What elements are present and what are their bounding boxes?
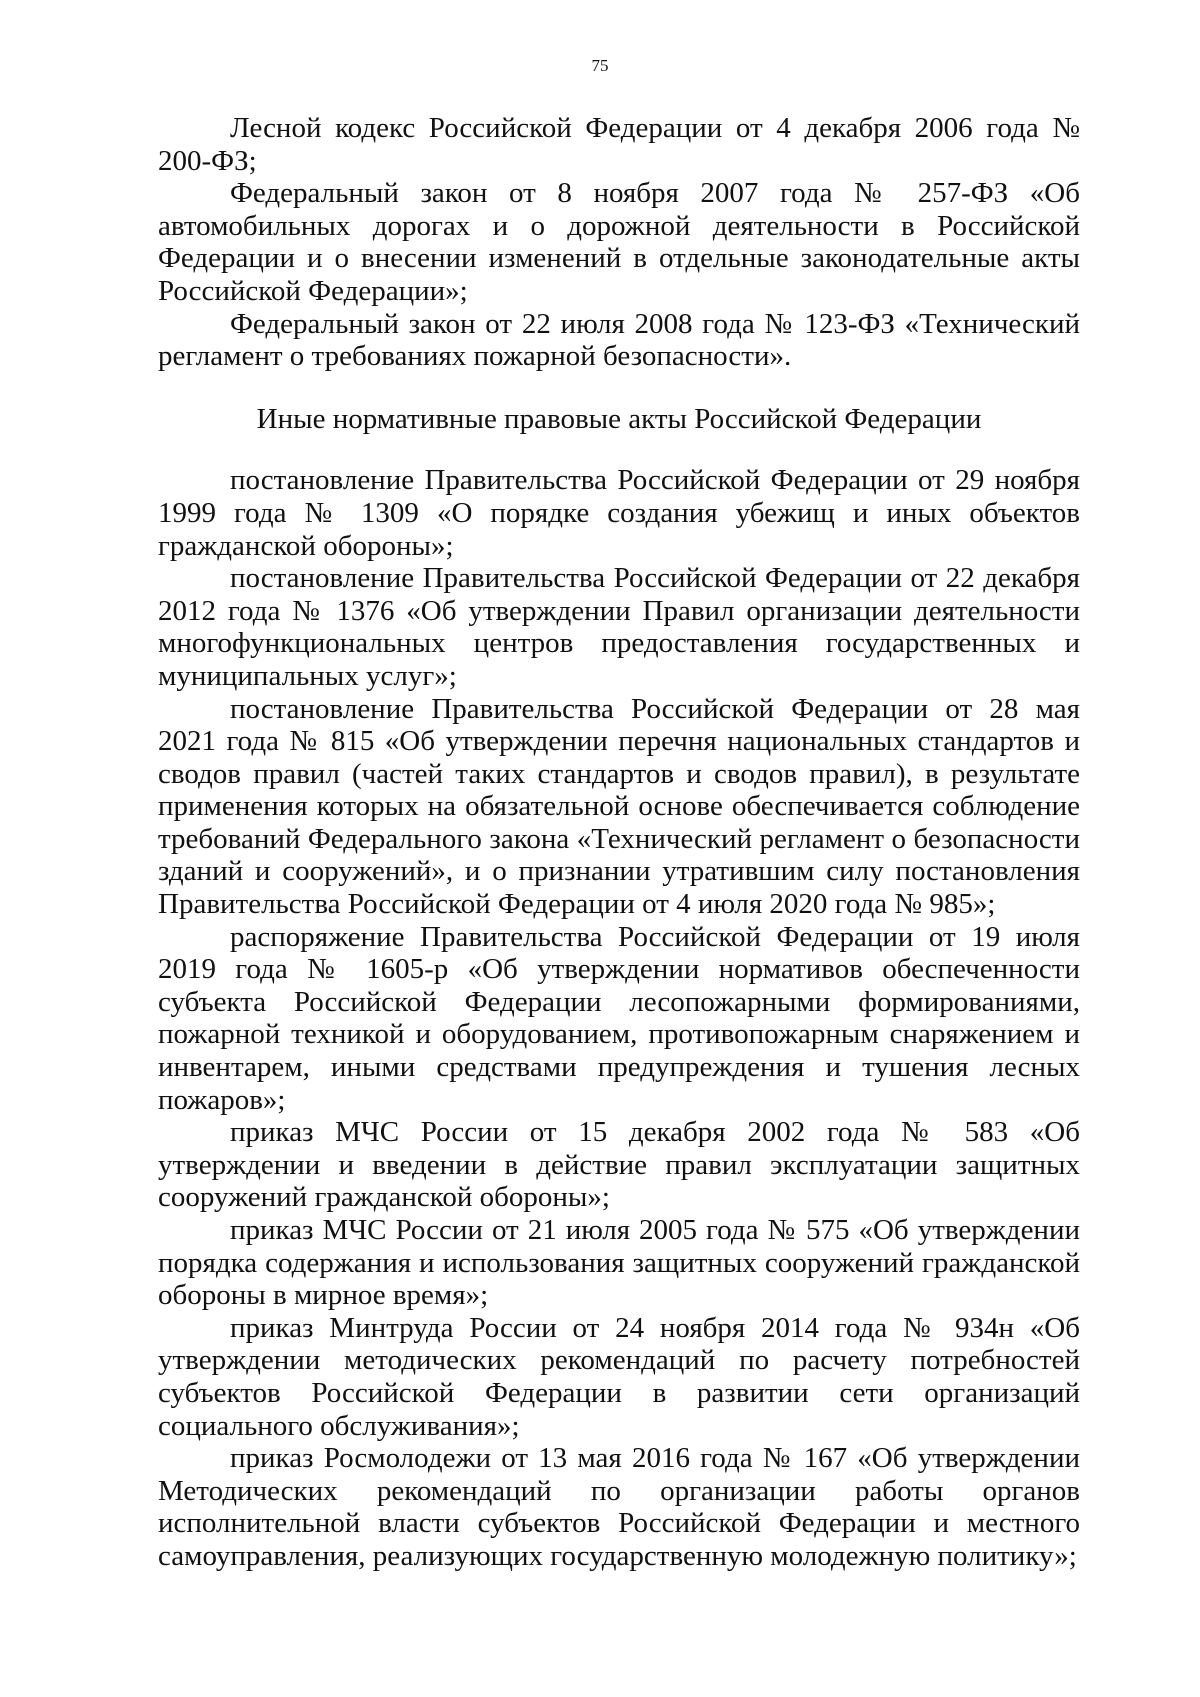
paragraph-resolution-1376: постановление Правительства Российской Федерации от 22 декабря 2012 года № 1376 «Об утверждении Правил организации деятельности многофункциональных центров предоставления государственных и муниципальных услуг»; [158,562,1080,692]
paragraph-rosmolodezh-167: приказ Росмолодежи от 13 мая 2016 года № 167 «Об утверждении Методических рекомендаций по организации работы органов исполнительной власти субъектов Российской Федерации и местного самоуправления, реализующих государственную молодежную политику»; [158,1442,1080,1572]
paragraph-mchs-575: приказ МЧС России от 21 июля 2005 года № 575 «Об утверждении порядка содержания и использования защитных сооружений гражданской обороны в мирное время»; [158,1214,1080,1312]
page-number: 75 [591,56,609,75]
paragraph-federal-law-257: Федеральный закон от 8 ноября 2007 года № 257-ФЗ «Об автомобильных дорогах и о дорожной деятельности в Российской Федерации и о внесении изменений в отдельные законодательные акты Российской Федерации»; [158,177,1080,307]
paragraph-order-1605r: распоряжение Правительства Российской Федерации от 19 июля 2019 года № 1605-р «Об утверждении нормативов обеспеченности субъекта Российской Федерации лесопожарными формированиями, пожарной техникой и оборудованием, противопожарным снаряжением и инвентарем, иными средствами предупреждения и тушения лесных пожаров»; [158,920,1080,1116]
paragraph-forest-code: Лесной кодекс Российской Федерации от 4 декабря 2006 года № 200-ФЗ; [158,112,1080,177]
paragraph-resolution-1309: постановление Правительства Российской Федерации от 29 ноября 1999 года № 1309 «О порядке создания убежищ и иных объектов гражданской обороны»; [158,464,1080,562]
paragraph-mchs-583: приказ МЧС России от 15 декабря 2002 года № 583 «Об утверждении и введении в действие правил эксплуатации защитных сооружений гражданской обороны»; [158,1116,1080,1214]
paragraph-resolution-815: постановление Правительства Российской Федерации от 28 мая 2021 года № 815 «Об утверждении перечня национальных стандартов и сводов правил (частей таких стандартов и сводов правил), в результате применения которых на обязательной основе обеспечивается соблюдение требований Федерального закона «Технический регламент о безопасности зданий и сооружений», и о признании утратившим силу постановления Правительства Российской Федерации от 4 июля 2020 года № 985»; [158,692,1080,921]
document-body [158,112,1080,1573]
section-heading: Иные нормативные правовые акты Российской Федерации [256,402,982,435]
paragraph-mintrud-934n: приказ Минтруда России от 24 ноября 2014 года № 934н «Об утверждении методических рекомендаций по расчету потребностей субъектов Российской Федерации в развитии сети организаций социального обслуживания»; [158,1311,1080,1442]
paragraph-federal-law-123: Федеральный закон от 22 июля 2008 года № 123-ФЗ «Технический регламент о требованиях пожарной безопасности». [158,307,1080,373]
